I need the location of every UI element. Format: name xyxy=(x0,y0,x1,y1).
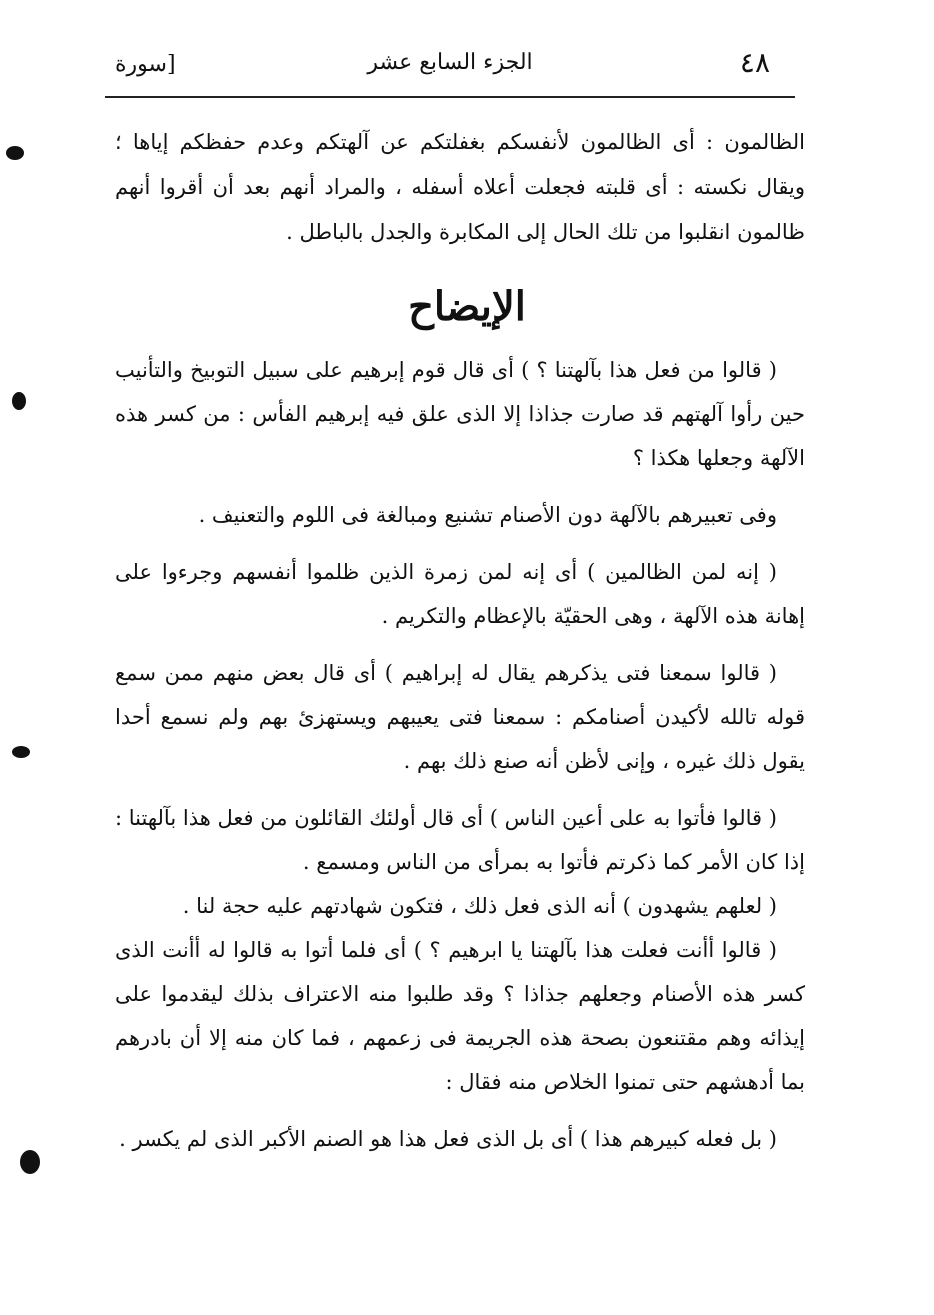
surah-label: [سورة xyxy=(115,52,176,77)
paragraph: ( إنه لمن الظالمين ) أى إنه لمن زمرة الذين ظلموا أنفسهم وجرءوا على إهانة هذه الآلهة ، وهى الحقيّة بالإعظام والتكريم . xyxy=(115,560,805,628)
scan-speck xyxy=(20,1150,40,1174)
intro-text xyxy=(115,120,805,255)
paragraph: ( قالوا أأنت فعلت هذا بآلهتنا يا ابرهيم ؟ ) أى فلما أتوا به قالوا له أأنت الذى كسر هذه الأصنام وجعلهم جذاذا ؟ وقد طلبوا منه الاعتراف بذلك ليقدموا على إيذائه وهم مقتنعون بصحة هذه الجريمة فى زعمهم ، فما كان منه إلا أن بادرهم بما أدهشهم حتى تمنوا الخلاص منه فقال : xyxy=(115,938,805,1094)
scan-speck xyxy=(12,392,26,410)
scan-speck xyxy=(6,146,24,160)
commentary-body xyxy=(115,348,805,1174)
header-divider xyxy=(105,96,795,98)
paragraph: ( لعلهم يشهدون ) أنه الذى فعل ذلك ، فتكون شهادتهم عليه حجة لنا . xyxy=(182,894,777,918)
page-number: ٤٨ xyxy=(739,46,770,79)
page-header xyxy=(100,40,800,90)
section-heading: الإيضاح xyxy=(408,283,526,330)
running-title: الجزء السابع عشر xyxy=(367,50,533,75)
paragraph: وفى تعبيرهم بالآلهة دون الأصنام تشنيع ومبالغة فى اللوم والتعنيف . xyxy=(198,503,777,527)
paragraph: ( قالوا من فعل هذا بآلهتنا ؟ ) أى قال قوم إبرهيم على سبيل التوبيخ والتأنيب حين رأوا آلهتهم قد صارت جذاذا إلا الذى علق فيه إبرهيم الفأس : من كسر هذه الآلهة وجعلها هكذا ؟ xyxy=(115,358,805,470)
paragraph: ( قالوا سمعنا فتى يذكرهم يقال له إبراهيم ) أى قال بعض منهم ممن سمع قوله تالله لأكيدن أصنامكم : سمعنا فتى يعيبهم ويستهزئ بهم ولم نسمع أحدا يقول ذلك غيره ، وإنى لأظن أنه صنع ذلك بهم . xyxy=(115,661,805,773)
intro-paragraph: الظالمون : أى الظالمون لأنفسكم بغفلتكم عن آلهتكم وعدم حفظكم إياها ؛ ويقال نكسته : أى قلبته فجعلت أعلاه أسفله ، والمراد أنهم بعد أن أقروا أنهم ظالمون انقلبوا من تلك الحال إلى المكابرة والجدل بالباطل . xyxy=(115,130,805,244)
scan-speck xyxy=(12,746,30,758)
paragraph: ( بل فعله كبيرهم هذا ) أى بل الذى فعل هذا هو الصنم الأكبر الذى لم يكسر . xyxy=(119,1127,777,1151)
paragraph: ( قالوا فأتوا به على أعين الناس ) أى قال أولئك القائلون من فعل هذا بآلهتنا : إذا كان الأمر كما ذكرتم فأتوا به بمرأى من الناس ومسمع . xyxy=(115,806,805,874)
